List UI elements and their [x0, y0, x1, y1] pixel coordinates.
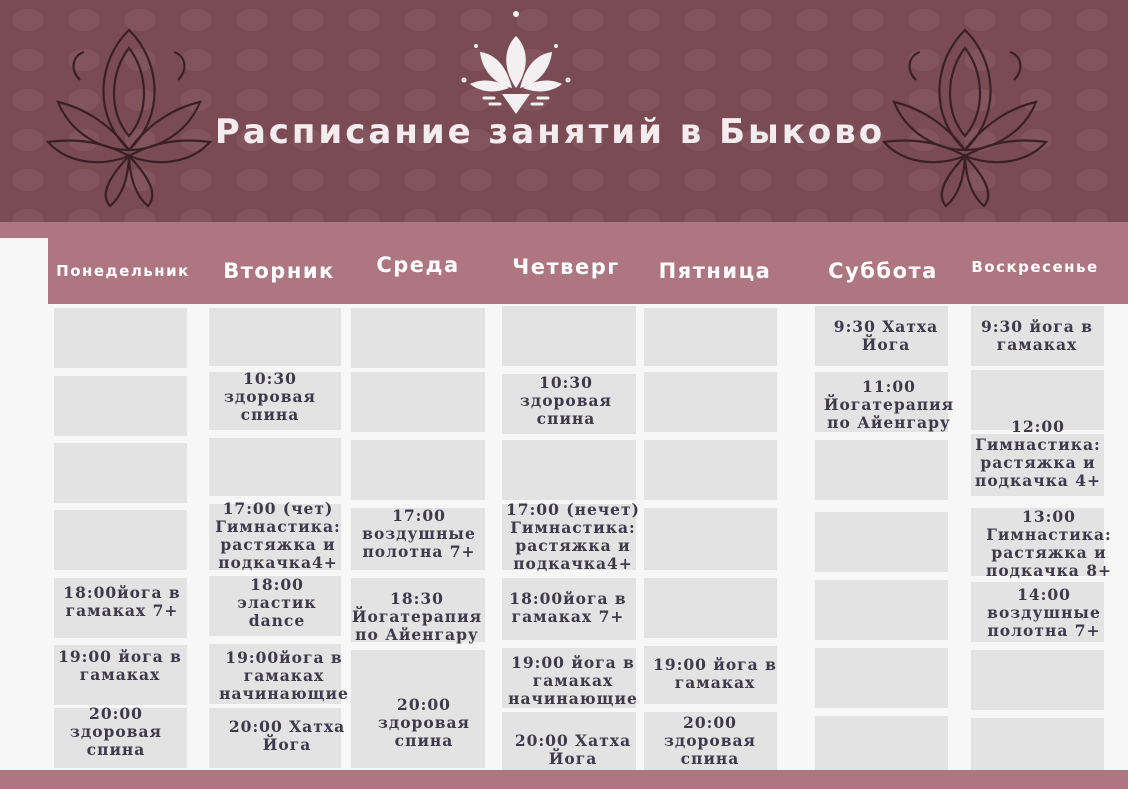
empty-slot	[971, 718, 1104, 770]
class-entry: 12:00 Гимнастика: растяжка и подкачка 4+	[974, 417, 1101, 490]
day-header-tuesday: Вторник	[223, 259, 335, 283]
empty-slot	[815, 580, 948, 640]
class-entry: 18:00йога в гамаках 7+	[509, 589, 627, 626]
class-entry: 19:00йога в гамаках начинающие	[219, 648, 349, 703]
day-header-wednesday: Среда	[376, 253, 460, 277]
empty-slot	[644, 440, 777, 500]
empty-slot	[209, 438, 341, 496]
empty-slot	[971, 650, 1104, 710]
empty-slot	[351, 308, 485, 368]
empty-slot	[644, 508, 777, 570]
day-header-monday: Понедельник	[56, 262, 190, 280]
lotus-logo-icon	[454, 8, 578, 118]
class-entry: 17:00 (чет) Гимнастика: растяжка и подкачка4+	[215, 499, 341, 572]
class-entry: 18:00йога в гамаках 7+	[63, 583, 181, 620]
empty-slot	[815, 440, 948, 500]
empty-slot	[54, 308, 187, 368]
class-entry: 17:00 (нечет) Гимнастика: растяжка и подкачка4+	[506, 500, 640, 573]
empty-slot	[351, 440, 485, 500]
empty-slot	[54, 376, 187, 436]
class-entry: 10:30 здоровая спина	[519, 373, 612, 428]
day-header-sunday: Воскресенье	[971, 258, 1099, 276]
class-entry: 19:00 йога в гамаках начинающие	[508, 653, 638, 708]
class-entry: 9:30 Хатха Йога	[833, 317, 939, 354]
class-entry: 20:00 Хатха Йога	[514, 731, 632, 768]
day-header-saturday: Суббота	[828, 259, 938, 283]
empty-slot	[54, 510, 187, 570]
class-entry: 20:00 здоровая спина	[663, 713, 756, 768]
class-entry: 18:00 эластик dance	[237, 575, 317, 630]
day-header-friday: Пятница	[658, 259, 772, 283]
empty-slot	[815, 512, 948, 572]
empty-slot	[502, 306, 636, 366]
class-entry: 13:00 Гимнастика: растяжка и подкачка 8+	[985, 507, 1112, 580]
class-entry: 19:00 йога в гамаках	[653, 655, 777, 692]
page-title: Расписание занятий в Быково	[214, 112, 886, 152]
empty-slot	[815, 648, 948, 708]
empty-slot	[644, 578, 777, 638]
class-entry: 10:30 здоровая спина	[223, 369, 316, 424]
class-entry: 19:00 йога в гамаках	[58, 647, 182, 684]
empty-slot	[644, 372, 777, 432]
footer-band	[0, 770, 1128, 789]
class-entry: 9:30 йога в гамаках	[980, 317, 1093, 354]
class-entry: 14:00 воздушные полотна 7+	[987, 585, 1101, 640]
empty-slot	[502, 440, 636, 500]
class-entry: 17:00 воздушные полотна 7+	[362, 506, 476, 561]
empty-slot	[815, 716, 948, 770]
class-entry: 20:00 здоровая спина	[377, 695, 470, 750]
class-entry: 20:00 здоровая спина	[69, 704, 162, 759]
empty-slot	[644, 308, 777, 366]
empty-slot	[209, 308, 341, 366]
day-header-thursday: Четверг	[512, 255, 620, 279]
class-entry: 18:30 Йогатерапия по Айенгару	[351, 589, 483, 644]
empty-slot	[351, 372, 485, 432]
class-entry: 11:00 Йогатерапия по Айенгару	[823, 377, 955, 432]
class-entry: 20:00 Хатха Йога	[228, 717, 346, 754]
empty-slot	[54, 443, 187, 503]
